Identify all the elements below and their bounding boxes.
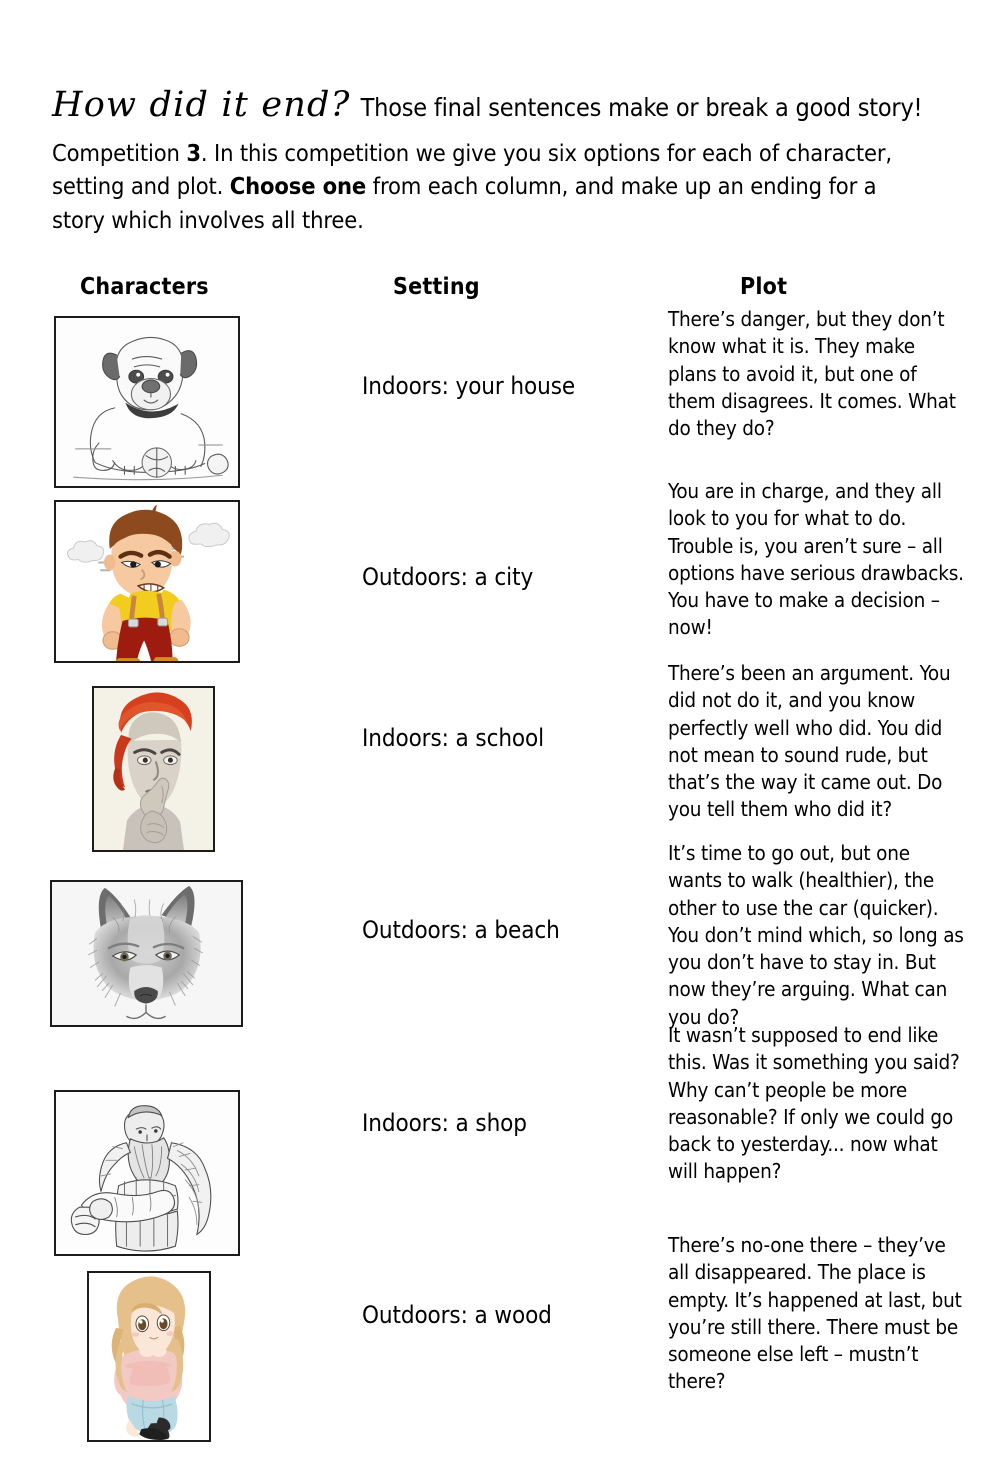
column-header-plot: Plot	[740, 274, 788, 300]
setting-option-6: Outdoors: a wood	[362, 1301, 552, 1329]
column-header-setting: Setting	[393, 274, 480, 300]
plot-option-1: There’s danger, but they don’t know what it is. They make plans to avoid it, but one of them disagrees. It comes. What do they do?	[668, 307, 956, 440]
intro-paragraph	[52, 137, 932, 237]
character-image-bearded-warrior	[54, 1090, 240, 1256]
setting-option-4: Outdoors: a beach	[362, 916, 560, 944]
plot-option-2: You are in charge, and they all look to you for what to do. Trouble is, you aren’t sure – all options have serious drawbacks. You have to make a decision – now!	[668, 479, 964, 640]
setting-option-5: Indoors: a shop	[362, 1109, 527, 1137]
header	[52, 85, 952, 237]
plot-option-4: It’s time to go out, but one wants to walk (healthier), the other to use the car (quicker). You don’t mind which, so long as you don’t have to stay in. But now they’re arguing. What can you do?	[668, 841, 964, 1029]
choose-one-emphasis: Choose one	[229, 172, 367, 201]
competition-number: 3	[186, 139, 201, 167]
intro-text-1: Competition	[52, 139, 187, 167]
character-image-pug-dog-sketch	[54, 316, 240, 488]
character-image-anime-girl	[87, 1271, 211, 1442]
setting-option-3: Indoors: a school	[362, 724, 545, 752]
character-image-shushing-woman	[92, 686, 215, 852]
plot-option-6: There’s no-one there – they’ve all disappeared. The place is empty. It’s happened at last, but you’re still there. There must be someone else left – mustn’t there?	[668, 1233, 962, 1394]
setting-option-1: Indoors: your house	[362, 372, 576, 400]
title-line	[52, 85, 952, 125]
page-title: How did it end?	[52, 85, 351, 125]
setting-option-2: Outdoors: a city	[362, 563, 534, 591]
character-image-wolf-drawing	[50, 880, 243, 1027]
intro-text-2: . In this competition we give you six options for each of character, setting and plot.	[52, 139, 892, 201]
character-image-angry-boy-cartoon	[54, 500, 240, 663]
plot-option-5: It wasn’t supposed to end like this. Was it something you said? Why can’t people be more reasonable? If only we could go back to yesterday... now what will happen?	[668, 1023, 960, 1184]
page-subtitle: Those final sentences make or break a good story!	[360, 93, 923, 122]
plot-option-3: There’s been an argument. You did not do it, and you know perfectly well who did. You did not mean to sound rude, but that’s the way it came out. Do you tell them who did it?	[668, 661, 951, 822]
column-header-characters: Characters	[80, 274, 209, 300]
intro-text-3: from each column, and make up an ending for a story which involves all three.	[52, 172, 877, 234]
